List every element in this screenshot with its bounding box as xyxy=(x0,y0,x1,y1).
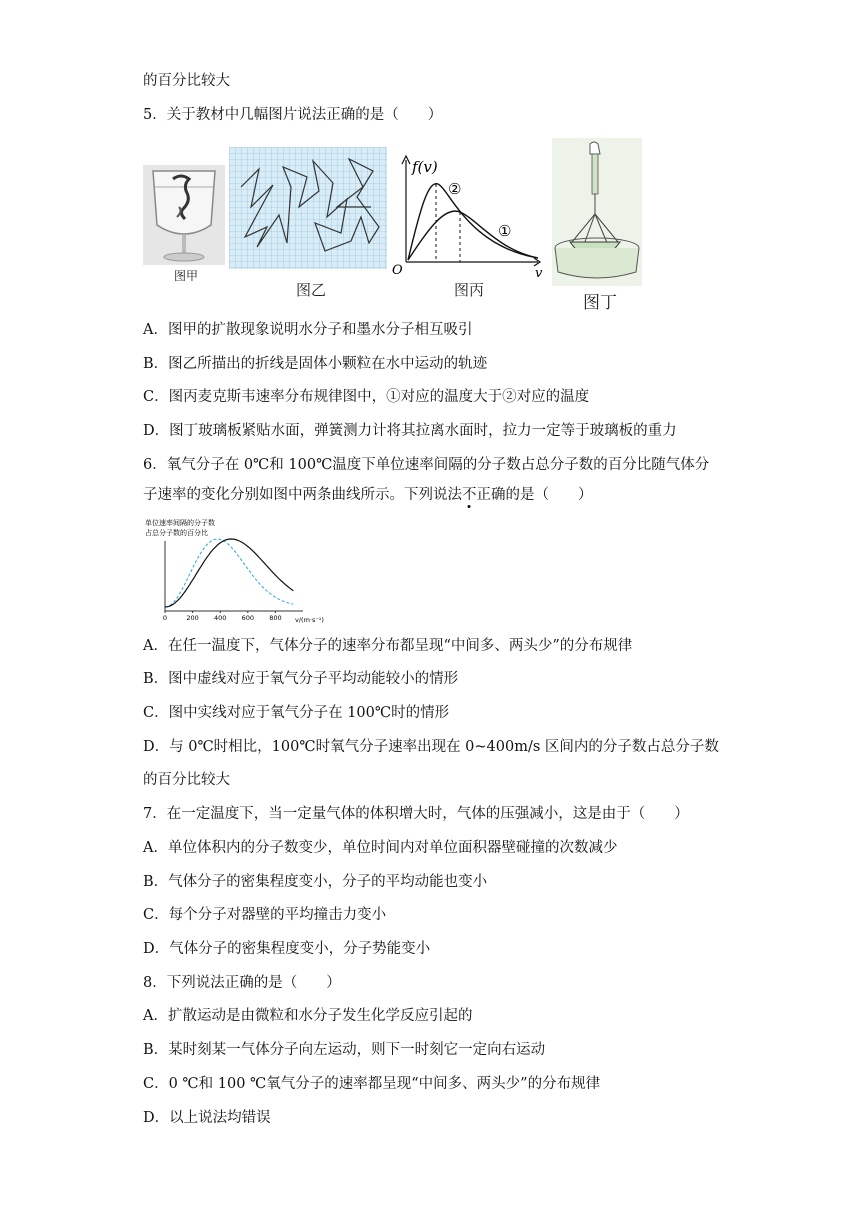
bing-origin-label: O xyxy=(392,263,403,278)
q6-x-tick-label: 600 xyxy=(241,614,255,622)
q6-x-tick-label: 800 xyxy=(269,614,282,622)
bing-curve-2-label: ② xyxy=(448,180,462,198)
q7-option-b: B．气体分子的密集程度变小，分子的平均动能也变小 xyxy=(143,874,488,890)
q5-option-b: B．图乙所描出的折线是固体小颗粒在水中运动的轨迹 xyxy=(143,356,488,372)
q6-ylabel-line2: 占总分子数的百分比 xyxy=(145,529,208,537)
q8-option-a: A．扩散运动是由微粒和水分子发生化学反应引起的 xyxy=(143,1008,473,1024)
q7-option-d: D．气体分子的密集程度变小，分子势能变小 xyxy=(143,941,431,957)
q6-option-a: A．在任一温度下，气体分子的速率分布都呈现“中间多、两头少”的分布规律 xyxy=(143,638,633,654)
figure-jia-ink-glass xyxy=(143,165,225,265)
q6-option-d-cont: 的百分比较大 xyxy=(143,772,230,788)
figure-ding-glass-plate-pull xyxy=(552,138,642,286)
q8-stem: 8．下列说法正确的是（ ） xyxy=(143,975,341,991)
caption-ding: 图丁 xyxy=(583,293,617,313)
q6-ylabel-line1: 单位速率间隔的分子数 xyxy=(145,519,215,527)
q8-option-d: D．以上说法均错误 xyxy=(143,1110,271,1126)
q5-option-c: C．图丙麦克斯韦速率分布规律图中，①对应的温度大于②对应的温度 xyxy=(143,389,590,405)
bing-fv-label: f(v) xyxy=(412,158,438,176)
q6-option-d: D．与 0℃时相比，100℃时氧气分子速率出现在 0~400m/s 区间内的分子数占总分子数 xyxy=(143,739,719,755)
bing-curve-1-label: ① xyxy=(498,222,512,240)
continuation-text: 的百分比较大 xyxy=(143,73,230,89)
caption-bing: 图丙 xyxy=(454,281,485,299)
q7-option-a: A．单位体积内的分子数变少，单位时间内对单位面积器壁碰撞的次数减少 xyxy=(143,840,618,856)
caption-jia: 图甲 xyxy=(174,269,199,283)
q6-x-tick-label: 200 xyxy=(186,614,199,622)
q8-option-b: B．某时刻某一气体分子向左运动，则下一时刻它一定向右运动 xyxy=(143,1042,546,1058)
q6-x-tick-label: 400 xyxy=(213,614,227,622)
q6-stem-line1: 6．氧气分子在 0℃和 100℃温度下单位速率间隔的分子数占总分子数的百分比随气体分 xyxy=(143,457,710,473)
q7-option-c: C．每个分子对器壁的平均撞击力变小 xyxy=(143,907,387,923)
q5-option-d: D．图丁玻璃板紧贴水面，弹簧测力计将其拉离水面时，拉力一定等于玻璃板的重力 xyxy=(143,423,677,439)
q8-option-c: C．0 ℃和 100 ℃氧气分子的速率都呈现“中间多、两头少”的分布规律 xyxy=(143,1076,601,1092)
q6-option-c: C．图中实线对应于氧气分子在 100℃时的情形 xyxy=(143,705,450,721)
q6-speed-distribution-chart xyxy=(143,515,333,627)
figure-bing-maxwell-distribution xyxy=(388,150,550,280)
bing-v-label: v xyxy=(535,266,543,280)
q6-stem-line2: 子速率的变化分别如图中两条曲线所示。下列说法不正确的是（ ） xyxy=(143,487,593,503)
emphasis-not: 不 xyxy=(462,487,477,503)
q5-stem: 5．关于教材中几幅图片说法正确的是（ ） xyxy=(143,107,443,123)
figure-yi-brownian-trace xyxy=(229,147,387,269)
q5-option-a: A．图甲的扩散现象说明水分子和墨水分子相互吸引 xyxy=(143,322,473,338)
bing-curve-2 xyxy=(408,184,538,260)
q7-stem: 7．在一定温度下，当一定量气体的体积增大时，气体的压强减小，这是由于（ ） xyxy=(143,806,689,822)
caption-yi: 图乙 xyxy=(296,281,327,299)
q6-x-tick-label: 0 xyxy=(162,614,168,622)
q6-option-b: B．图中虚线对应于氧气分子平均动能较小的情形 xyxy=(143,671,459,687)
q6-xlabel: v/(m·s⁻¹) xyxy=(295,616,324,624)
